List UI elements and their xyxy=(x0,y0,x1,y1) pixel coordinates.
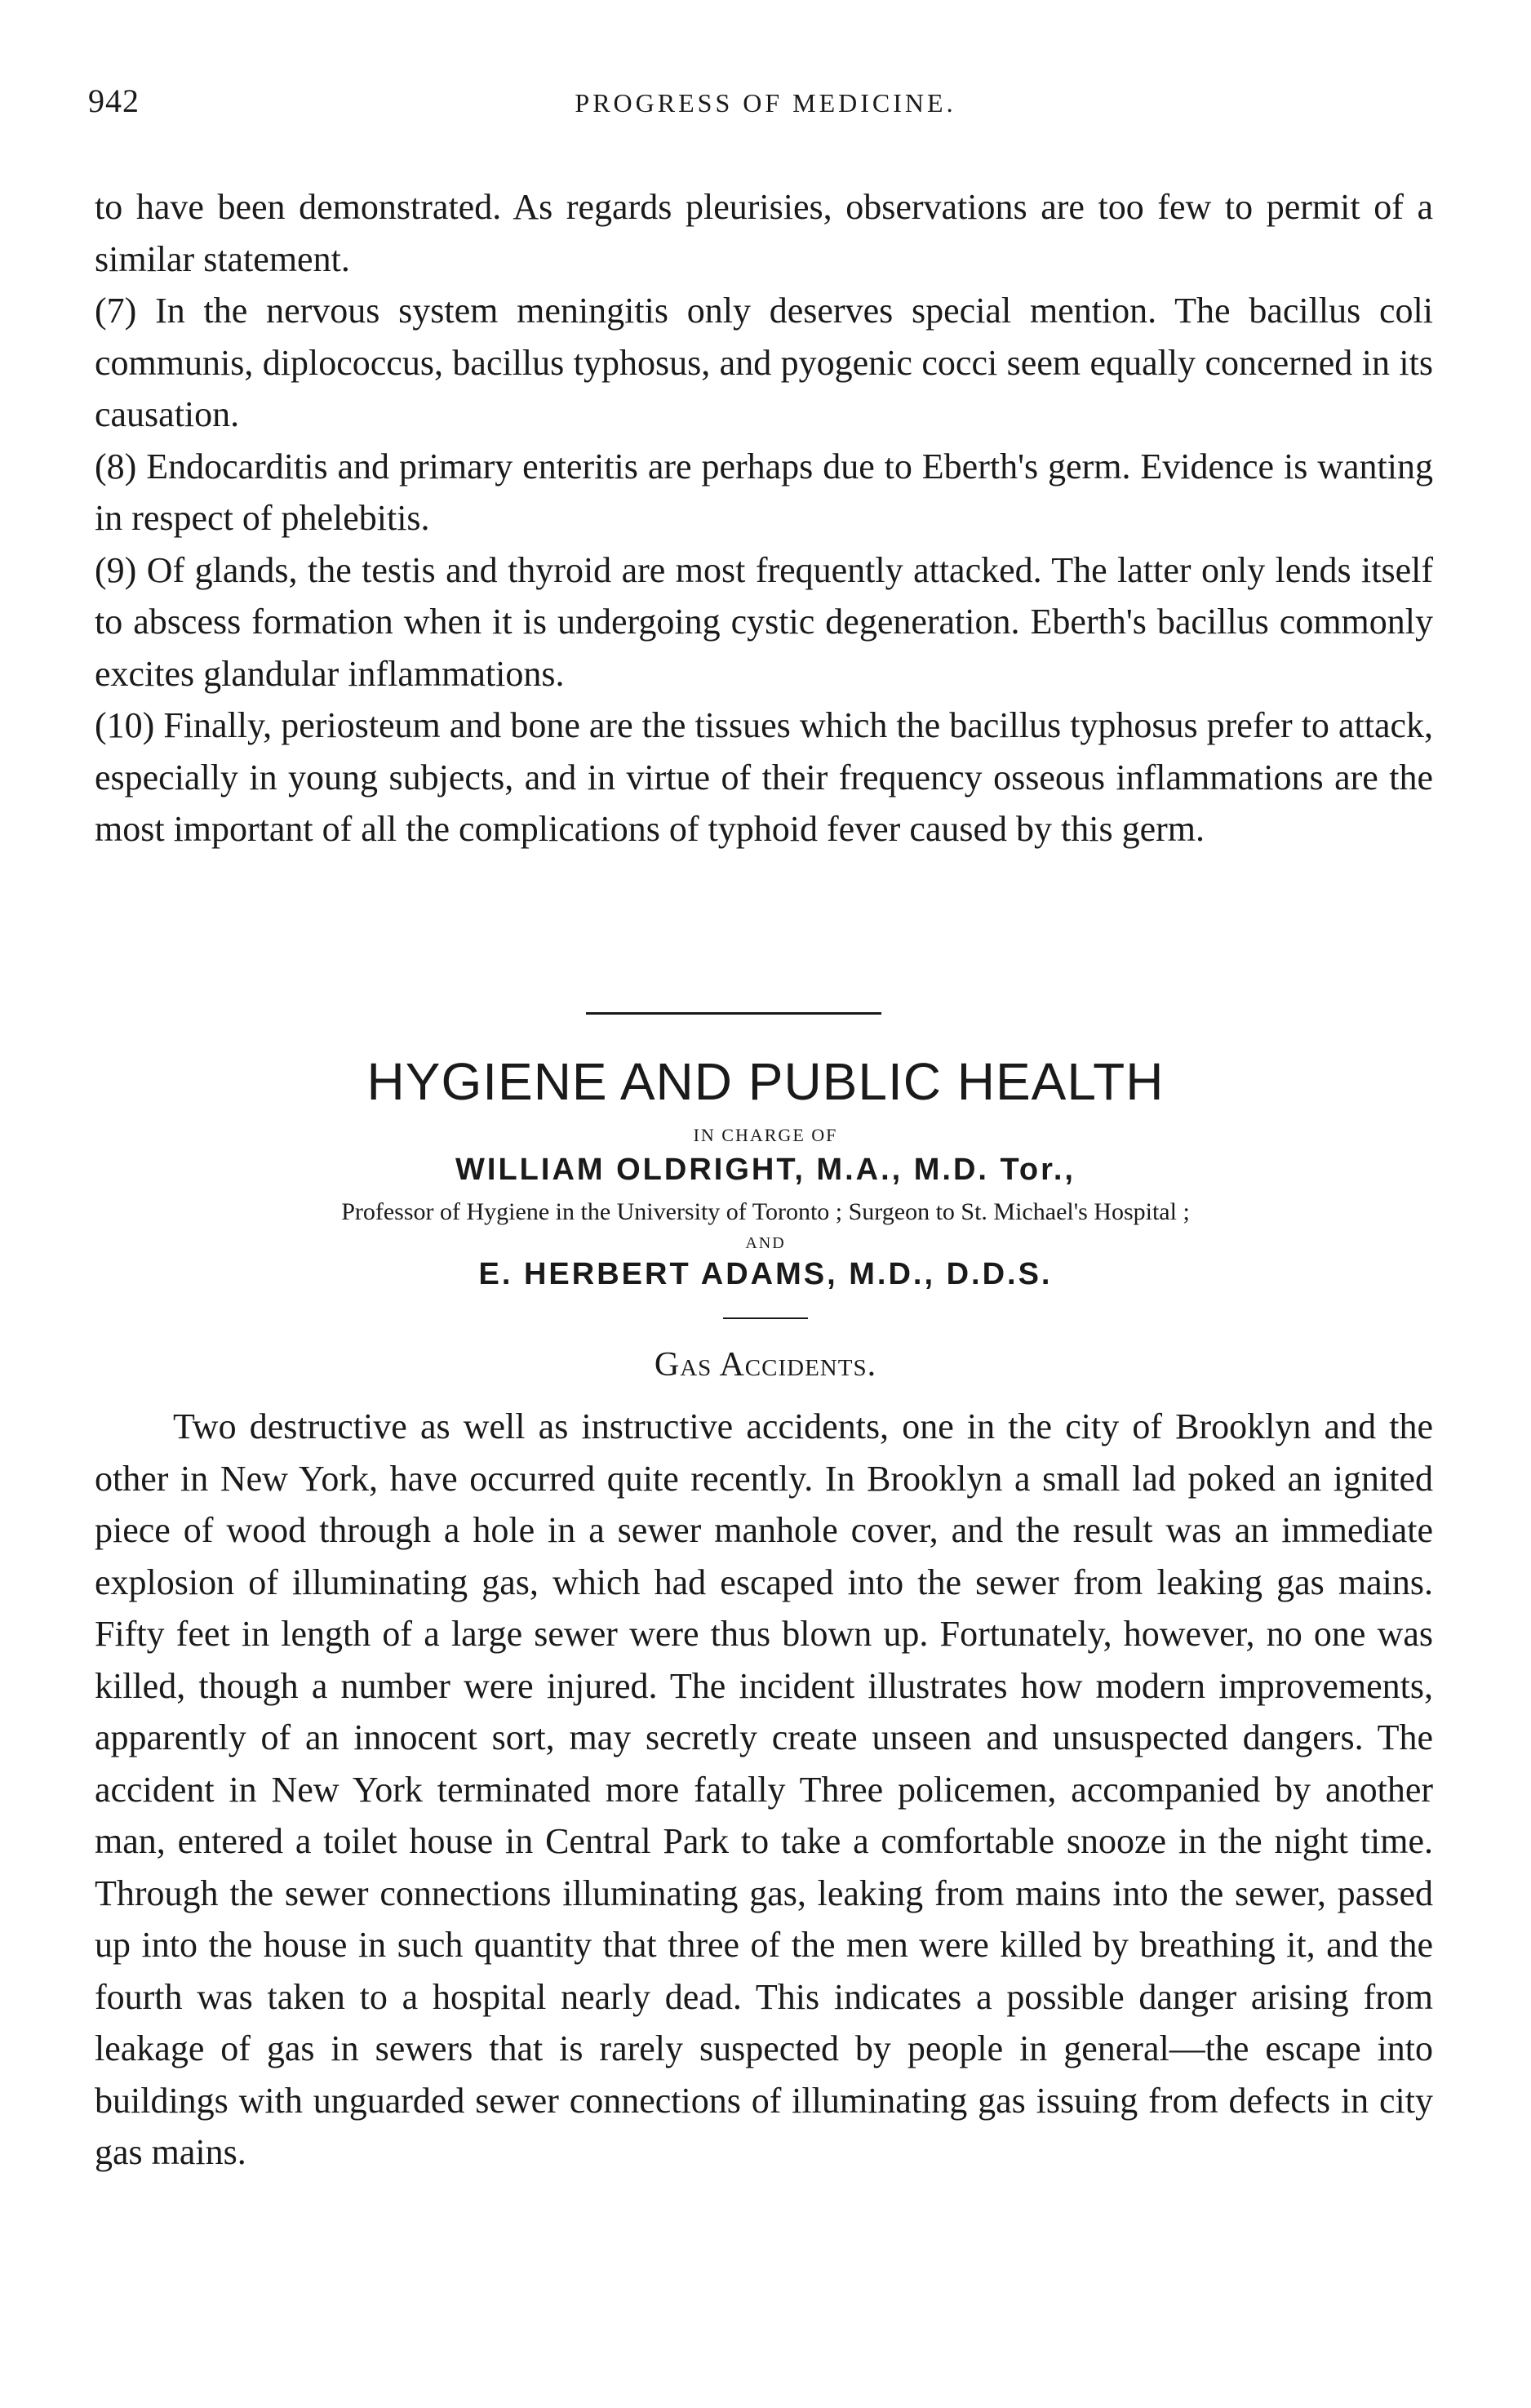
continued-section xyxy=(95,181,1433,855)
section-title: HYGIENE AND PUBLIC HEALTH xyxy=(366,1052,1165,1111)
editor-name-2: E. HERBERT ADAMS, M.D., D.D.S. xyxy=(478,1257,1053,1291)
paragraph-9: (9) Of glands, the testis and thyroid are most frequently attacked. The latter only lends itself to abscess formation when it is undergoing cystic degeneration. Eberth's bacillus commonly excites glandular inflammations. xyxy=(95,549,1433,694)
paragraph-7: (7) In the nervous system meningitis only deserves special mention. The bacillus coli communis, diplococcus, bacillus typhosus, and pyogenic cocci seem equally concerned in its causation. xyxy=(95,291,1433,434)
paragraph-continued: to have been demonstrated. As regards pleurisies, observations are too few to permit of a similar statement. xyxy=(95,187,1433,279)
in-charge-label: IN CHARGE OF xyxy=(693,1125,838,1145)
paragraph-8: (8) Endocarditis and primary enteritis are perhaps due to Eberth's germ. Evidence is wanting in respect of phelebitis. xyxy=(95,446,1433,538)
paragraph-10: (10) Finally, periosteum and bone are the tissues which the bacillus typhosus prefer to attack, especially in young subjects, and in virtue of their frequency osseous inflammations are the most important of all the complications of typhoid fever caused by this germ. xyxy=(95,705,1433,849)
editor-affiliation-1: Professor of Hygiene in the University of Toronto ; Surgeon to St. Michael's Hospital ; xyxy=(341,1198,1190,1225)
section-divider-rule xyxy=(586,1012,881,1015)
editor-name-1: WILLIAM OLDRIGHT, M.A., M.D. Tor., xyxy=(455,1153,1076,1187)
and-conjunction: AND xyxy=(745,1234,786,1252)
editor-divider-rule xyxy=(723,1317,808,1319)
page-number: 942 xyxy=(88,82,140,119)
subsection-title: Gas Accidents. xyxy=(654,1346,877,1384)
running-head: PROGRESS OF MEDICINE. xyxy=(575,88,956,118)
subsection-body xyxy=(95,1401,1433,2179)
paragraph-gas-accidents: Two destructive as well as instructive accidents, one in the city of Brooklyn and the other in New York, have occurred quite recently. In Brooklyn a small lad poked an ignited piece of wood through a hole in a sewer manhole cover, and the result was an immediate explosion of illuminating gas, which had escaped into the sewer from leaking gas mains. Fifty feet in length of a large sewer were thus blown up. Fortunately, however, no one was killed, though a number were injured. The incident illustrates how modern improvements, apparently of an innocent sort, may secretly create unseen and unsuspected dangers. The accident in New York terminated more fatally Three policemen, accompanied by another man, entered a toilet house in Central Park to take a comfortable snooze in the night time. Through the sewer connections illuminating gas, leaking from mains into the sewer, passed up into the house in such quantity that three of the men were killed by breathing it, and the fourth was taken to a hospital nearly dead. This indicates a possible danger arising from leakage of gas in sewers that is rarely suspected by people in general—the escape into buildings with unguarded sewer connections of illuminating gas issuing from defects in city gas mains. xyxy=(95,1406,1433,2172)
